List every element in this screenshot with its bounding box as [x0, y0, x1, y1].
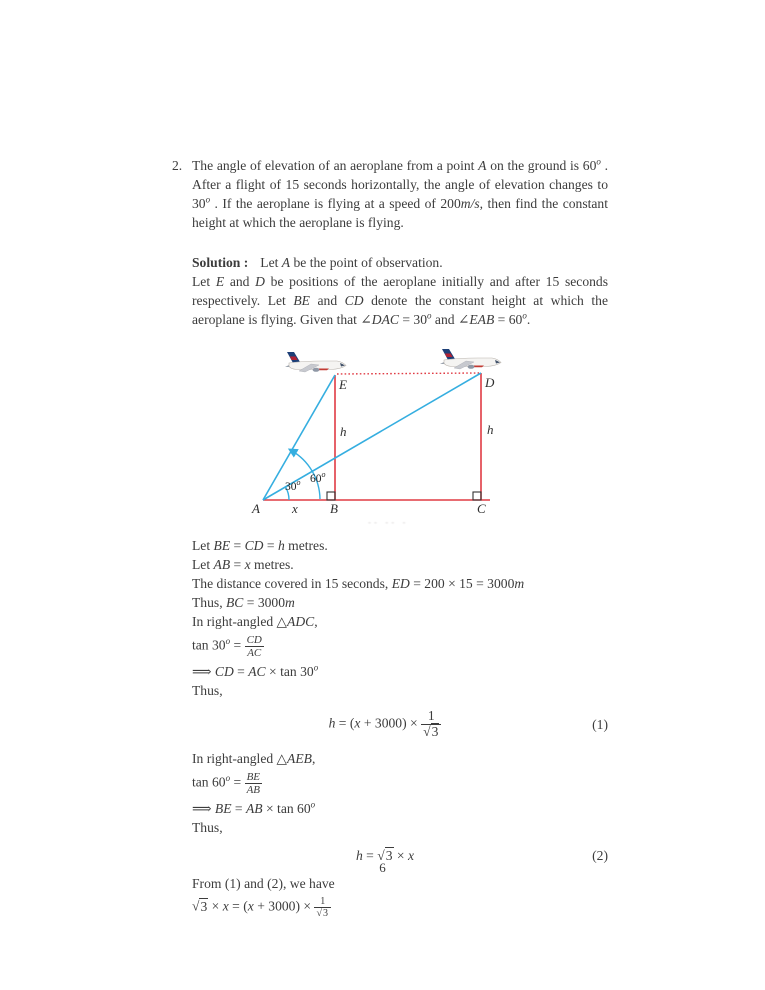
work-line: $\tan 60^o$ = $\frac{BE}{AB}$	[192, 771, 261, 797]
solution-paragraph: Let E and D be positions of the aeroplane initially and after 15 seconds respectively. Let BE and CD denote the constant height at which the aeroplane is flying. Given that ∠DAC = $30^o$ and ∠EAB = $60^o$.	[192, 274, 608, 327]
work-line: In right-angled △AEB,	[192, 751, 316, 767]
work-line: Let AB = x metres.	[192, 557, 294, 572]
work-line: From (1) and (2), we have	[192, 876, 335, 892]
vertex-label-a: A	[252, 501, 260, 516]
work-line: Let BE = CD = h metres.	[192, 538, 328, 553]
vertex-label-c: C	[477, 501, 486, 516]
airplane-icon	[440, 349, 501, 369]
equation: h = √3 × x	[355, 848, 415, 864]
problem-text: The angle of elevation of an aeroplane from a point A on the ground is 60$^o$ . After a flight of 15 seconds horizontally, the angle of elevation changes to 30$^o$ . If the aeroplane is flying at a speed of 200m/s, then find the constant height at which the aeroplane is flying.	[192, 156, 609, 230]
work-line: $\tan 30^o$ = $\frac{CD}{AC}$	[192, 634, 262, 660]
equation-row	[192, 709, 608, 740]
faded-caption: ‐‐ ‐‐ ‐	[368, 517, 409, 527]
angle-label-30: 30$^o$	[285, 478, 301, 493]
problem-item	[172, 156, 608, 232]
work-line: √3 × x = (x + 3000) × $\frac{1}{√3}$	[192, 896, 608, 919]
problem-number: 2.	[172, 158, 183, 173]
page-number: 6	[379, 860, 386, 875]
angle-label-60: 60$^o$	[310, 470, 326, 485]
work-line: The distance covered in 15 seconds, ED = 200 × 15 = 3000m	[192, 576, 525, 591]
right-angle-mark-b	[327, 492, 335, 500]
equation-tag: (2)	[592, 848, 608, 864]
height-label-h-left: h	[340, 424, 347, 439]
equation-tag: (1)	[592, 717, 608, 733]
work-line: ⟹ CD = AC × tan 30$^o$	[192, 662, 319, 680]
equation: h = (x + 3000) × $\frac{1}{√3}$	[192, 709, 578, 740]
vertex-label-d: D	[485, 375, 495, 390]
dotted-line-ed	[337, 373, 479, 374]
segment-label-x: x	[292, 501, 298, 516]
vertex-label-b: B	[330, 501, 338, 516]
work-line: Thus, BC = 3000m	[192, 595, 295, 610]
solution-intro: Let A be the point of observation.	[260, 255, 443, 270]
diagram	[240, 344, 530, 527]
work-line: Thus,	[192, 683, 223, 699]
right-angle-mark-c	[473, 492, 481, 500]
vertex-label-e: E	[339, 377, 347, 392]
solution-section	[192, 253, 608, 329]
work-line: ⟹ BE = AB × tan 60$^o$	[192, 799, 316, 817]
work-line: Thus,	[192, 820, 223, 836]
airplane-icon	[285, 352, 346, 372]
solution-label: Solution :	[192, 255, 249, 270]
height-label-h-right: h	[487, 422, 494, 437]
solution-first-line	[192, 253, 608, 272]
work-line: In right-angled △ADC,	[192, 614, 318, 629]
